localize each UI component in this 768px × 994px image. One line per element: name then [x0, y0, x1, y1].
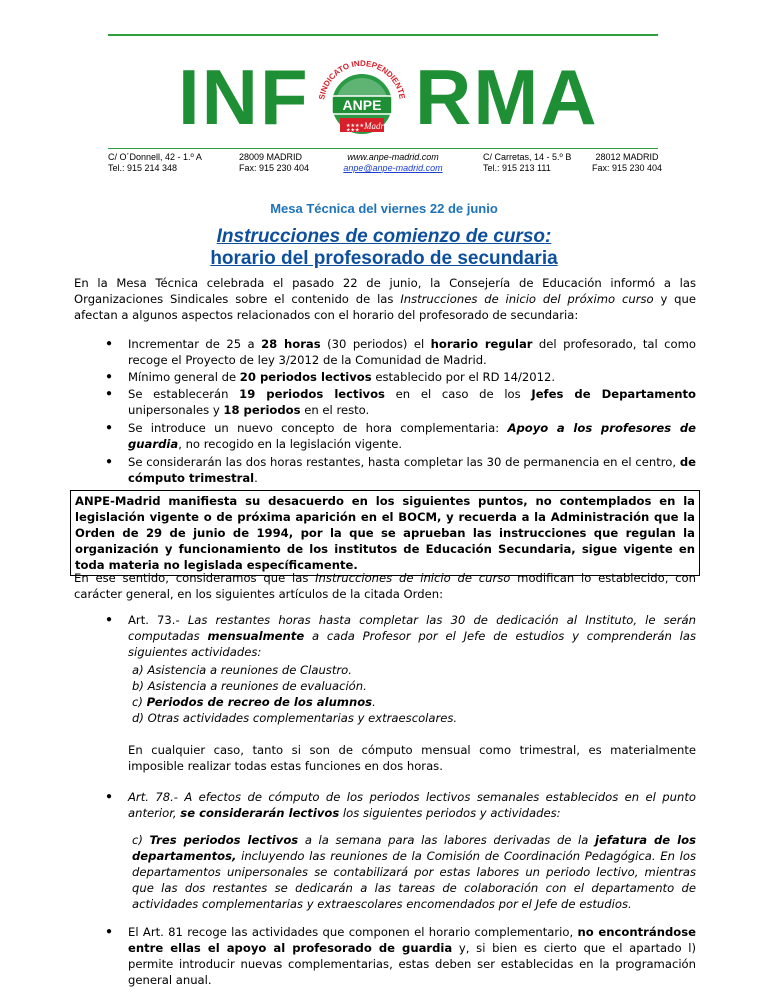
- intro-paragraph: En la Mesa Técnica celebrada el pasado 22 de junio, la Consejería de Educación informó a las Organizaciones Sindicales sobre el contenido de las Instrucciones de inicio del próximo curso y que afectan a algunos aspectos relacionados con el horario del profesorado de secundaria:: [74, 276, 697, 322]
- disagreement-box: ANPE-Madrid manifiesta su desacuerdo en los siguientes puntos, no contemplados en la legislación vigente o de próxima aparición en el BOCM, y recuerda a la Administración que la Orden de 29 de junio de 1994, por la que se aprueban las instrucciones que regulan la organización y funcionamiento de los institutos de Educación Secundaria, sigue vigente en toda materia no legislada específicamente.: [70, 490, 700, 576]
- address-rule: [108, 148, 658, 149]
- informa-logo: [170, 40, 610, 148]
- bullet-icon: ●: [106, 422, 113, 433]
- article-73: Art. 73.- Las restantes horas hasta completar las 30 de dedicación al Instituto, le serán computadas mensualmente a cada Profesor por el Jefe de estudios y comprenderán las siguientes actividades:: [128, 613, 697, 659]
- article-73-list: a) Asistencia a reuniones de Claustro. b) Asistencia a reuniones de evaluación. c) Periodos de recreo de los alumnos. d) Otras actividades complementarias y extraescolares.: [132, 663, 458, 725]
- logo-text-left: INF: [178, 53, 310, 141]
- seal-arc-text: SINDICATO INDEPENDIENTE: [317, 58, 407, 101]
- article-81: El Art. 81 recoge las actividades que componen el horario complementario, no encontrándose entre ellas el apoyo al profesorado de guardia y, si bien es cierto que el apartado l) permite introducir nuevas complementarias, estas deben ser establecidas en la programación general anual.: [128, 925, 696, 987]
- bullet-icon: ●: [106, 371, 113, 382]
- bullet-icon: ●: [106, 388, 113, 399]
- bullet-icon: ●: [106, 791, 113, 802]
- list-item: Se considerarán las dos horas restantes, hasta completar las 30 de permanencia en el centro, de cómputo trimestral.: [128, 455, 696, 485]
- bullet-icon: ●: [106, 614, 113, 625]
- address-block-2: 28009 MADRID Fax: 915 230 404: [239, 152, 310, 173]
- list-item: Se introduce un nuevo concepto de hora complementaria: Apoyo a los profesores de guardia, no recogido en la legislación vigente.: [128, 421, 697, 451]
- svg-text:★★★: ★★★: [346, 127, 360, 134]
- website-text: www.anpe-madrid.com: [347, 152, 439, 162]
- article-78: Art. 78.- A efectos de cómputo de los periodos lectivos semanales establecidos en el punto anterior, se considerarán lectivos los siguientes periodos y actividades:: [128, 790, 696, 820]
- article-78-c: c) Tres periodos lectivos a la semana para las labores derivadas de la jefatura de los departamentos, incluyendo las reuniones de la Comisión de Coordinación Pedagógica. En los departamentos unipersonales se contabilizará por estas labores un periodo lectivo, mientras que las dos restantes se dedicarán a las tareas de colaboración con el departamento de actividades complementarias y extraescolares encomendados por el Jefe de estudios.: [132, 833, 696, 911]
- bullet-icon: ●: [106, 926, 113, 937]
- address-block-3: C/ Carretas, 14 - 5.º B Tel.: 915 213 111: [483, 152, 572, 173]
- logo-text-right: RMA: [415, 53, 599, 141]
- address-block-web: [338, 152, 448, 174]
- meeting-subtitle: Mesa Técnica del viernes 22 de junio: [270, 201, 498, 216]
- anpe-seal-icon: [310, 54, 414, 136]
- document-title: Instrucciones de comienzo de curso: horario del profesorado de secundaria: [210, 226, 558, 269]
- email-link[interactable]: anpe@anpe-madrid.com: [343, 163, 443, 173]
- svg-text:★★★★: ★★★★: [346, 123, 364, 129]
- address-block-1: C/ O´Donnell, 42 - 1.º A Tel.: 915 214 348: [108, 152, 202, 173]
- list-item: Incrementar de 25 a 28 horas (30 periodos) el horario regular del profesorado, tal como recoge el Proyecto de ley 3/2012 de la Comunidad de Madrid.: [128, 337, 696, 367]
- seal-center-text: ANPE: [342, 97, 382, 113]
- address-block-4: 28012 MADRID Fax: 915 230 404: [592, 152, 663, 173]
- context-paragraph: En ese sentido, consideramos que las Instrucciones de inicio de curso modifican lo establecido, con carácter general, en los siguientes artículos de la citada Orden:: [74, 571, 696, 601]
- list-item: Mínimo general de 20 periodos lectivos establecido por el RD 14/2012.: [128, 370, 556, 384]
- header-top-rule: [108, 34, 658, 36]
- bullet-icon: ●: [106, 456, 113, 467]
- seal-bottom-text: Madrid: [364, 121, 391, 131]
- article-73-note: En cualquier caso, tanto si son de cómputo mensual como trimestral, es materialmente imposible realizar todas estas funciones en dos horas.: [128, 743, 696, 773]
- bullet-icon: ●: [106, 338, 113, 349]
- list-item: Se establecerán 19 periodos lectivos en el caso de los Jefes de Departamento unipersonales y 18 periodos en el resto.: [128, 387, 696, 417]
